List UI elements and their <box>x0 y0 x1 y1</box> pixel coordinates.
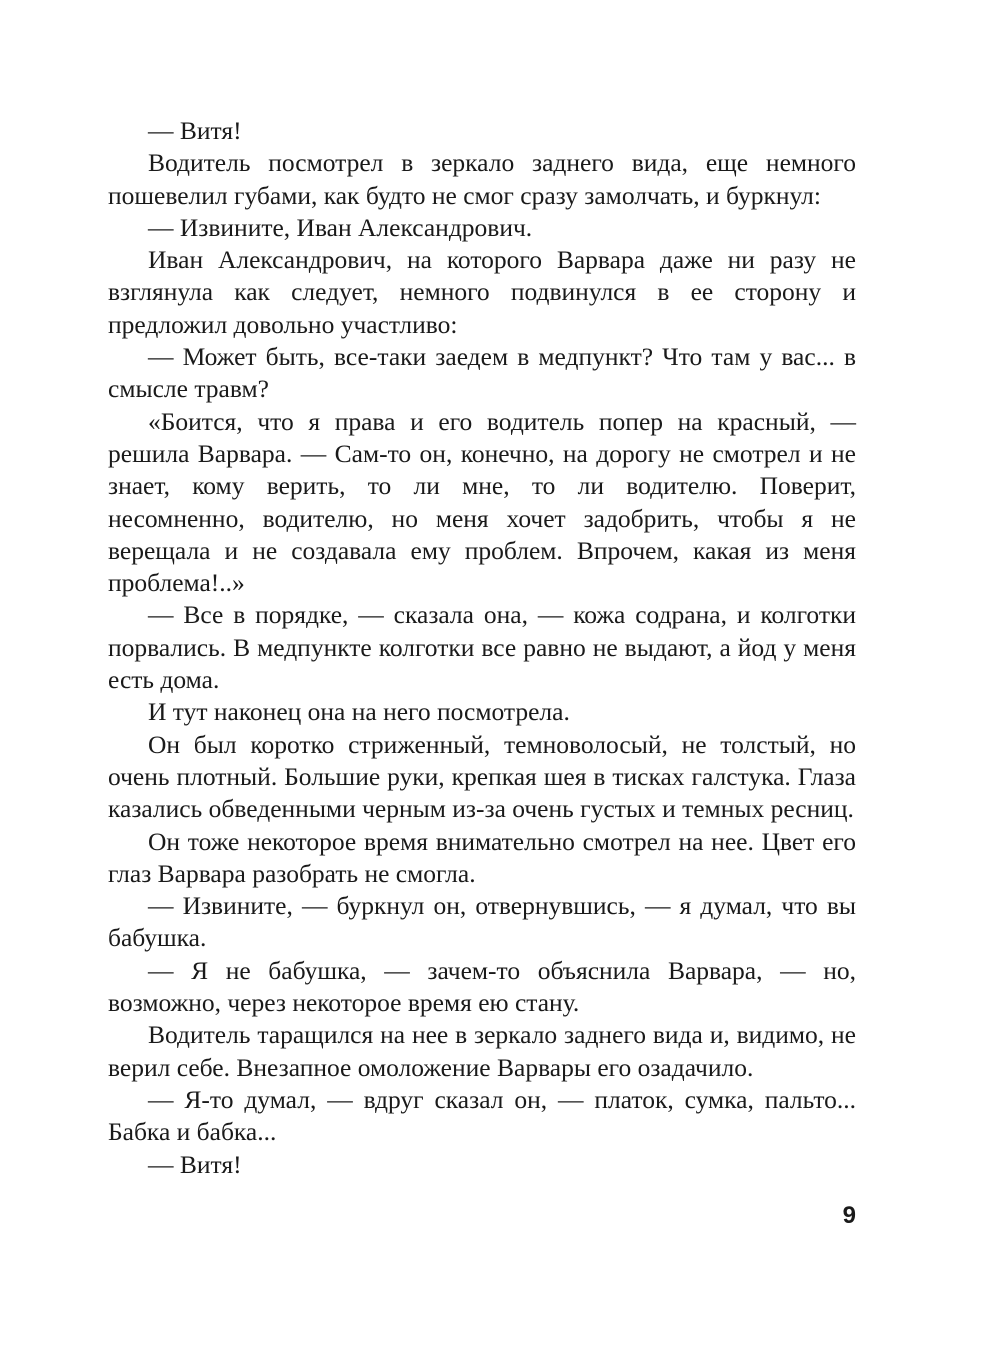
paragraph: — Витя! <box>148 1149 242 1179</box>
paragraph: Он был коротко стриженный, темноволосый, не толстый, но очень плотный. Большие руки, крепкая шея в тисках галстука. Глаза казались обведенными черным из-за очень густых и темных ресниц. <box>108 729 856 824</box>
page-number: 9 <box>842 1202 856 1229</box>
paragraph: — Все в порядке, — сказала она, — кожа содрана, и колготки порвались. В медпункте колготки все равно не выдают, а йод у меня есть дома. <box>108 600 856 695</box>
paragraph: — Я не бабушка, — зачем-то объяснила Варвара, — но, возможно, через некоторое время ею стану. <box>108 955 856 1018</box>
paragraph: — Витя! <box>148 116 242 145</box>
paragraph: «Боится, что я права и его водитель попер на красный, — решила Варвара. — Сам-то он, конечно, на дорогу не смотрел и не знает, кому верить, то ли мне, то ли водителю. Поверит, несомненно, водителю, но меня хочет задобрить, чтобы я не верещала и не создавала ему проблем. Впрочем, какая из меня проблема!..» <box>108 406 856 598</box>
body-text <box>108 115 856 1181</box>
paragraph: — Извините, — буркнул он, отвернувшись, — я думал, что вы бабушка. <box>108 891 856 953</box>
paragraph: — Может быть, все-таки заедем в медпункт? Что там у вас... в смысле травм? <box>108 342 856 404</box>
paragraph: — Извините, Иван Александрович. <box>148 212 533 242</box>
paragraph: — Я-то думал, — вдруг сказал он, — платок, сумка, пальто... Бабка и бабка... <box>108 1084 856 1147</box>
paragraph: Водитель таращился на нее в зеркало заднего вида и, видимо, не верил себе. Внезапное омоложение Варвары его озадачило. <box>108 1020 856 1082</box>
paragraph: Он тоже некоторое время внимательно смотрел на нее. Цвет его глаз Варвара разобрать не смогла. <box>108 826 856 888</box>
paragraph: И тут наконец она на него посмотрела. <box>148 697 570 727</box>
paragraph: Иван Александрович, на которого Варвара даже ни разу не взглянула как следует, немного подвинулся в ее сторону и предложил довольно участливо: <box>108 245 856 339</box>
paragraph: Водитель посмотрел в зеркало заднего вида, еще немного пошевелил губами, как будто не смог сразу замолчать, и буркнул: <box>108 148 856 210</box>
